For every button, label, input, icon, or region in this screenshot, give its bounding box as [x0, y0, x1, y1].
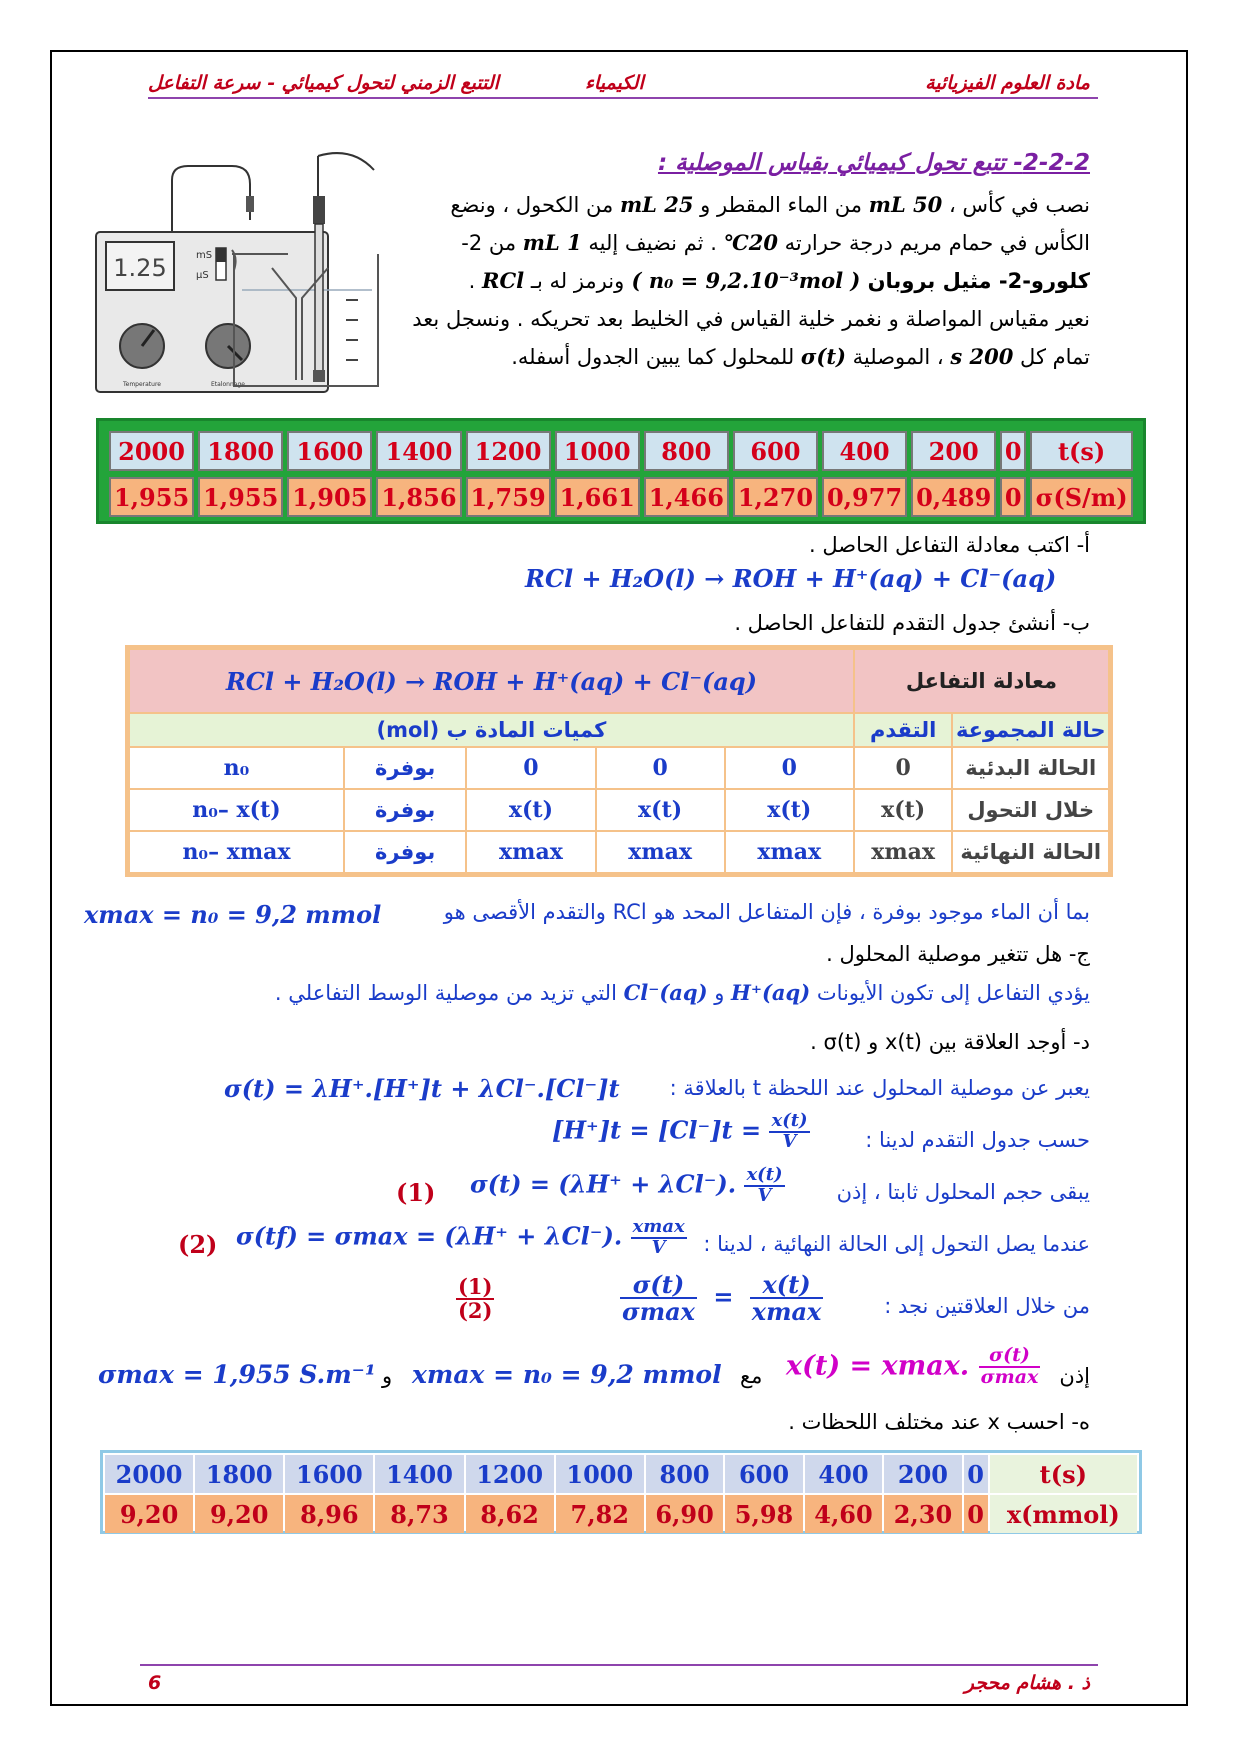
limiting-text: بما أن الماء موجود بوفرة ، فإن المتفاعل المحد هو RCl والتقدم الأقصى هو: [443, 900, 1090, 924]
tag-2: (2): [178, 1230, 218, 1259]
equation-label: معادلة التفاعل: [855, 650, 1108, 712]
svg-text:µS: µS: [196, 270, 209, 281]
state-cell: الحالة النهائية: [953, 832, 1108, 872]
time-cell: 2000: [105, 1455, 193, 1493]
advance-cell: 0: [855, 748, 952, 788]
advancement-row: [130, 832, 1108, 872]
advance-value-cell: 7,82: [556, 1495, 644, 1533]
conductivity-cell: 1,661: [555, 477, 640, 517]
header-subject: مادة العلوم الفيزيائية: [925, 72, 1090, 94]
time-cell: 200: [884, 1455, 961, 1493]
l1-equation: σ(t) = λH⁺.[H⁺]t + λCl⁻.[Cl⁻]t: [224, 1074, 620, 1103]
quantity-cell: 0: [726, 748, 853, 788]
quantity-cell: 0: [597, 748, 724, 788]
advance-value-label: x(mmol): [990, 1495, 1137, 1533]
l6-sigma: σmax = 1,955 S.m⁻¹: [98, 1360, 376, 1389]
time-cell: 1400: [376, 431, 461, 471]
tag-ratio: $\frac{(1)}{(2)}$: [458, 1274, 493, 1324]
equation-cell: RCl + H₂O(l) → ROH + H⁺(aq) + Cl⁻(aq): [130, 650, 853, 712]
header-lesson: التتبع الزمني لتحول كيميائي - سرعة التفاعل: [148, 72, 499, 94]
svg-text:Etalonnage: Etalonnage: [211, 381, 245, 388]
state-label: حالة المجموعة: [953, 714, 1108, 746]
advance-value-cell: 8,62: [466, 1495, 554, 1533]
l2-text: حسب جدول التقدم لدينا :: [865, 1128, 1090, 1152]
advance-value-cell: 4,60: [805, 1495, 882, 1533]
rcl-cell: n₀– xmax: [130, 832, 343, 872]
time-cell: 1800: [195, 1455, 283, 1493]
advancement-row: [130, 748, 1108, 788]
time-cell: 1600: [287, 431, 372, 471]
conductivity-cell: 0,977: [822, 477, 907, 517]
l5-text: من خلال العلاقتين نجد :: [884, 1294, 1090, 1318]
conductivity-cell: 1,955: [198, 477, 283, 517]
time-cell: 1200: [466, 1455, 554, 1493]
l6-with: مع: [740, 1364, 763, 1388]
rcl-cell: n₀: [130, 748, 343, 788]
conductivity-cell: 1,759: [466, 477, 551, 517]
conductivity-cell: 1,905: [287, 477, 372, 517]
time-cell: 1600: [285, 1455, 373, 1493]
reaction-equation: RCl + H₂O(l) → ROH + H⁺(aq) + Cl⁻(aq): [525, 564, 1057, 593]
page-number: 6: [148, 1672, 162, 1694]
time-cell: 2000: [109, 431, 194, 471]
time-cell: 200: [911, 431, 996, 471]
time-cell: 800: [644, 431, 729, 471]
display-value: 1.25: [113, 254, 167, 282]
quantity-cell: 0: [467, 748, 594, 788]
advance-value-cell: 8,96: [285, 1495, 373, 1533]
quantity-cell: xmax: [726, 832, 853, 872]
advance-value-cell: 8,73: [375, 1495, 463, 1533]
advance-value-cell: 6,90: [646, 1495, 723, 1533]
conductivity-cell: 1,856: [376, 477, 461, 517]
l6-xmax: xmax = n₀ = 9,2 mmol: [412, 1360, 722, 1389]
conductivity-cell: 1,270: [733, 477, 818, 517]
l6-equation: x(t) = xmax. $\frac{\sigma(t)}{\sigma\max}$: [786, 1344, 1039, 1388]
rcl-cell: n₀– x(t): [130, 790, 343, 830]
question-b: ب- أنشئ جدول التقدم للتفاعل الحاصل .: [734, 611, 1090, 635]
footer-author: ذ . هشام محجر: [964, 1672, 1090, 1694]
time-cell: 1200: [466, 431, 551, 471]
time-cell: 0: [1000, 431, 1026, 471]
advance-value-cell: 2,30: [884, 1495, 961, 1533]
quantity-cell: x(t): [597, 790, 724, 830]
time-cell: 600: [733, 431, 818, 471]
advance-cell: xmax: [855, 832, 952, 872]
time-cell: 1400: [375, 1455, 463, 1493]
quantity-cell: x(t): [726, 790, 853, 830]
conductivity-cell: 0,489: [911, 477, 996, 517]
quantities-label: كميات المادة ب (mol): [130, 714, 853, 746]
header-branch: الكيمياء: [585, 72, 644, 94]
l4-equation: σ(tf) = σmax = (λH⁺ + λCl⁻). $\frac{xmax}{V}$: [236, 1216, 685, 1258]
question-c: ج- هل تتغير موصلية المحلول .: [826, 942, 1090, 966]
advancement-table: [125, 645, 1113, 877]
header-divider: [148, 97, 1098, 99]
question-a: أ- اكتب معادلة التفاعل الحاصل .: [809, 533, 1090, 557]
footer-divider: [140, 1664, 1098, 1666]
time-cell: 400: [805, 1455, 882, 1493]
section-title: 2-2-2- تتبع تحول كيميائي بقياس الموصلية :: [657, 150, 1090, 176]
advancement-row: [130, 790, 1108, 830]
advance-value-cell: 0: [964, 1495, 988, 1533]
advance-value-cell: 5,98: [725, 1495, 802, 1533]
svg-text:Temperature: Temperature: [122, 381, 162, 388]
intro-paragraph: نصب في كأس ، 50 mL من الماء المقطر و 25 mL من الكحول ، ونضع الكأس في حمام مريم درجة حرارته 20℃ . ثم نضيف إليه 1 mL من 2- كلورو-2- مثيل بروبان ( n₀ = 9,2.10⁻³mol ) ونرمز له بـ RCl . نعير مقياس المواصلة و نغمر خلية القياس في الخليط بعد تحريكه . ونسجل بعد تمام كل 200 s ، الموصلية σ(t) للمحلول كما يبين الجدول أسفله.: [412, 192, 1090, 369]
time-cell: 1000: [556, 1455, 644, 1493]
advance-label: التقدم: [855, 714, 952, 746]
svg-text:mS: mS: [196, 250, 213, 261]
time-cell: 800: [646, 1455, 723, 1493]
conductimeter-illustration: [92, 150, 388, 396]
l4-text: عندما يصل التحول إلى الحالة النهائية ، لدينا :: [703, 1232, 1090, 1256]
quantity-cell: xmax: [467, 832, 594, 872]
l2-equation: [H⁺]t = [Cl⁻]t = $\frac{x(t)}{V}$: [552, 1110, 808, 1152]
advance-value-cell: 9,20: [105, 1495, 193, 1533]
time-cell: 1000: [555, 431, 640, 471]
answer-c: يؤدي التفاعل إلى تكون الأيونات H⁺(aq) و Cl⁻(aq) التي تزيد من موصلية الوسط التفاعلي .: [274, 980, 1090, 1005]
advance-cell: x(t): [855, 790, 952, 830]
time-cell: 0: [964, 1455, 988, 1493]
l5-equation: $\frac{\sigma(t)}{\sigma\max}$ = $\frac{x(t)}{xmax}$: [622, 1270, 822, 1327]
conductivity-table: [96, 418, 1146, 524]
conductivity-cell: 0: [1000, 477, 1026, 517]
water-cell: بوفرة: [345, 832, 465, 872]
l6-and: و: [382, 1364, 393, 1388]
time-cell: 400: [822, 431, 907, 471]
conductivity-cell: 1,466: [644, 477, 729, 517]
state-cell: الحالة البدئية: [953, 748, 1108, 788]
time-label: t(s): [990, 1455, 1137, 1493]
water-cell: بوفرة: [345, 748, 465, 788]
quantity-cell: x(t): [467, 790, 594, 830]
conductivity-cell: 1,955: [109, 477, 194, 517]
state-cell: خلال التحول: [953, 790, 1108, 830]
l3-text: يبقى حجم المحلول ثابتا ، إذن: [836, 1180, 1090, 1204]
l6-then: إذن: [1059, 1364, 1090, 1388]
l1-text: يعبر عن موصلية المحلول عند اللحظة t بالعلاقة :: [669, 1076, 1090, 1100]
water-cell: بوفرة: [345, 790, 465, 830]
l3-equation: σ(t) = (λH⁺ + λCl⁻). $\frac{x(t)}{V}$: [470, 1164, 783, 1206]
time-cell: 1800: [198, 431, 283, 471]
advance-values-table: [100, 1450, 1142, 1534]
question-e: ه- احسب x عند مختلف اللحظات .: [788, 1410, 1090, 1434]
quantity-cell: xmax: [597, 832, 724, 872]
limiting-equation: xmax = n₀ = 9,2 mmol: [84, 900, 382, 929]
advance-value-cell: 9,20: [195, 1495, 283, 1533]
conductivity-label: σ(S/m): [1030, 477, 1133, 517]
time-cell: 600: [725, 1455, 802, 1493]
tag-1: (1): [396, 1178, 436, 1207]
time-label: t(s): [1030, 431, 1133, 471]
question-d: د- أوجد العلاقة بين x(t) و σ(t) .: [810, 1030, 1090, 1054]
